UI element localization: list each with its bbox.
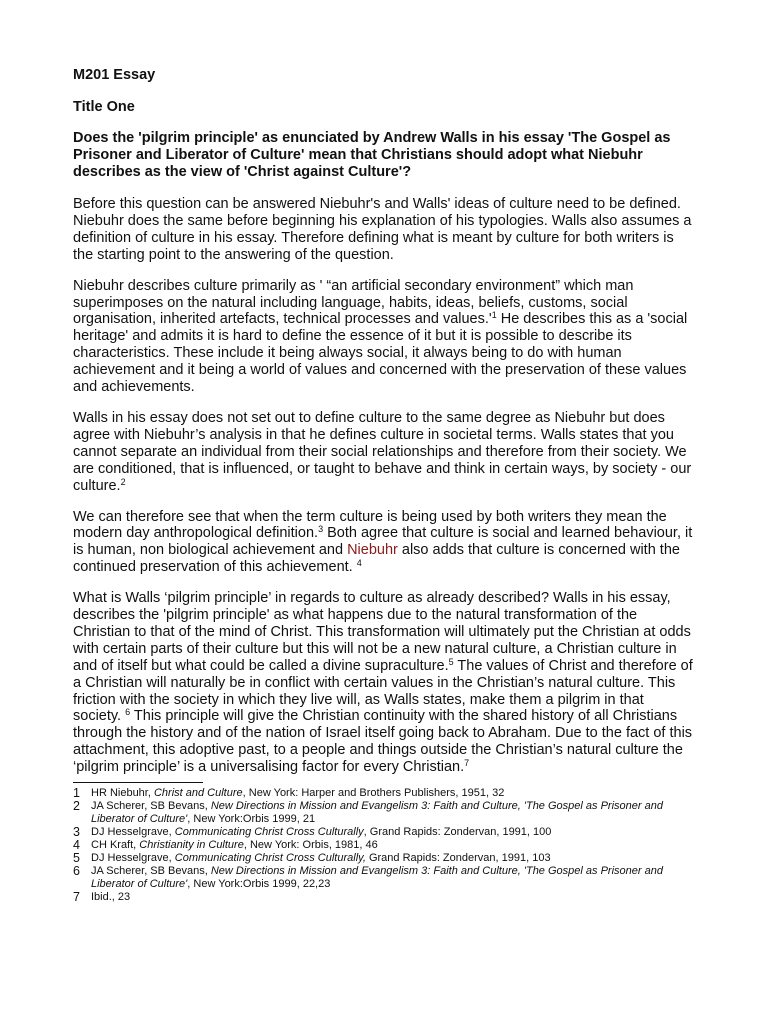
footnote-ref-3[interactable]: 3 <box>318 524 324 535</box>
footnote-number: 4 <box>73 838 80 853</box>
footnote-ref-2[interactable]: 2 <box>120 476 126 487</box>
footnote-number: 5 <box>73 851 80 866</box>
footnote-ref-5[interactable]: 5 <box>448 656 454 667</box>
paragraph-3: Walls in his essay does not set out to define culture to the same degree as Niebuhr but does agree with Niebuhr’s analysis in that he defines culture in societal terms. Walls states that you cannot separate an individual from their social relationships and therefore from their society. We are conditioned, that is influenced, or taught to behave and think in certain ways, by society - our culture.$^2$ <box>73 409 692 494</box>
footnote-6: 6 JA Scherer, SB Bevans, New Directions in Mission and Evangelism 3: Faith and Culture, 'The Gospel as Prisoner and Liberator of Culture', New York:Orbis 1999, 22,23 <box>73 864 663 891</box>
paragraph-1: Before this question can be answered Niebuhr's and Walls' ideas of culture need to be defined. Niebuhr does the same before beginning his explanation of his typologies. Walls also assumes a definition of culture in his essay. Therefore defining what is meant by culture for both writers is the starting point to the answering of the question. <box>73 196 692 263</box>
footnote-ref-6[interactable]: 6 <box>125 707 131 718</box>
footnote-5: 5 DJ Hesselgrave, Communicating Christ Cross Culturally, Grand Rapids: Zondervan, 1991, 103 <box>73 851 551 866</box>
paragraph-4: We can therefore see that when the term culture is being used by both writers they mean the modern day anthropological definition.$^3$ Both agree that culture is social and learned behaviour, it is human, non biological achievement and Niebuhr also adds that culture is concerned with the continued preservation of this achievement. $^4$ <box>73 508 693 576</box>
paragraph-2: Niebuhr describes culture primarily as ' “an artificial secondary environment” which man superimposes on the natural including language, habits, ideas, beliefs, customs, social organisation, inherited artefacts, technical processes and $values.'^1$ He describes this as a 'social heritage' and admits it is hard to define the essence of it but it is possible to describe its characteristics. These include it being always social, it always being to do with human achievement and it being a world of values and concerned with the preservation of these values and achievements. <box>73 277 688 396</box>
footnote-number: 3 <box>73 825 80 840</box>
footnote-ref-7[interactable]: 7 <box>464 758 470 769</box>
paragraph-5: What is Walls ‘pilgrim principle’ in regards to culture as already described? Walls in his essay, describes the 'pilgrim principle' as what happens due to the natural transformation of the Christian to that of the mind of Christ. This transformation will ultimately put the Christian at odds with certain parts of their culture but this will not be a new natural culture, a Christian culture in and of itself but what could be called a divine supraculture.$^5$ The values of Christ and therefore of a Christian will naturally be in conflict with certain values in the Christian’s natural culture. This friction with the society in which they live will, as Walls states, make them a pilgrim in that society. $^6$ This principle will give the Christian continuity with the shared history of all Christians through the history and of the nation of Israel itself going back to Abraham. Due to the fact of this attachment, this adoptive past, to a people and things outside the Christian’s natural culture the ‘pilgrim principle’ is a universalising factor for every Christian.$^7$ <box>73 590 693 776</box>
footnote-1: 1 HR Niebuhr, Christ and Culture, New York: Harper and Brothers Publishers, 1951, 32 <box>73 786 505 801</box>
footnote-number: 7 <box>73 890 80 905</box>
footnote-number: 2 <box>73 799 80 814</box>
footnote-number: 6 <box>73 864 80 879</box>
footnote-2: 2 JA Scherer, SB Bevans, New Directions in Mission and Evangelism 3: Faith and Culture, 'The Gospel as Prisoner and Liberator of Culture', New York:Orbis 1999, 21 <box>73 799 663 826</box>
footnote-4: 4 CH Kraft, Christianity in Culture, New York: Orbis, 1981, 46 <box>73 838 378 853</box>
footnote-number: 1 <box>73 786 80 801</box>
footnote-ref-1[interactable]: 1 <box>491 310 497 321</box>
essay-title: Title One <box>73 99 135 115</box>
footnote-7: 7 Ibid., 23 <box>73 890 131 905</box>
niebuhr-link[interactable]: Niebuhr <box>347 542 398 559</box>
essay-question: Does the 'pilgrim principle' as enunciated by Andrew Walls in his essay 'The Gospel as Prisoner and Liberator of Culture' mean that Christians should adopt what Niebuhr describes as the view of 'Christ against Culture'? <box>73 130 671 180</box>
course-heading: M201 Essay <box>73 67 156 83</box>
document-body <box>73 66 695 904</box>
footnote-ref-4[interactable]: 4 <box>356 558 362 569</box>
footnote-divider <box>73 782 203 783</box>
footnote-3: 3 DJ Hesselgrave, Communicating Christ Cross Culturally, Grand Rapids: Zondervan, 1991, 100 <box>73 825 552 840</box>
